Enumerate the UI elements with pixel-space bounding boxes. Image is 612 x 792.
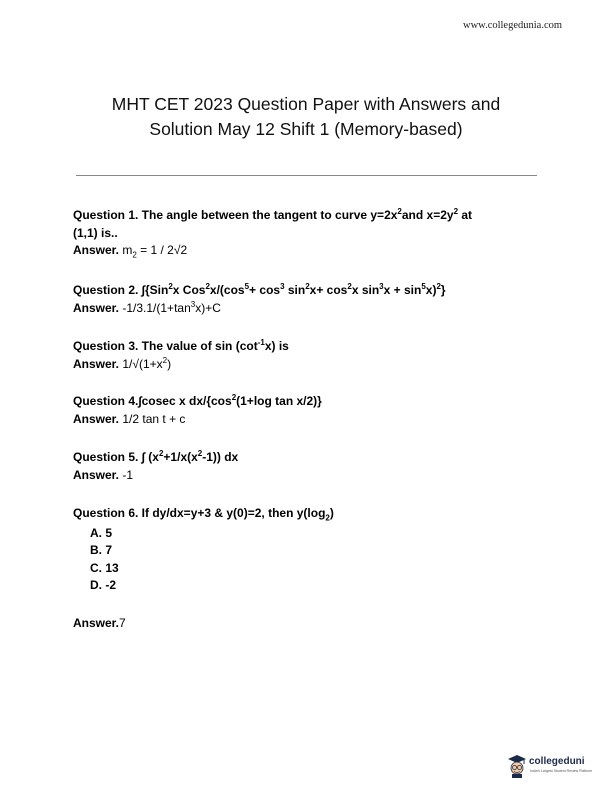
option-d: D. -2 [90, 578, 117, 592]
question-1: Question 1. The angle between the tangent to curve $y=2x^2and$ $x=2y^2$ at (1,1) is.. Answer. $m_2 = 1 / 2√2$ [73, 207, 473, 260]
answer-5: Answer. -1 [73, 467, 134, 482]
answer-1: Answer. $m_2 = 1 / 2√2$ [73, 243, 188, 260]
collegedunia-logo[interactable] [508, 754, 608, 784]
divider [76, 175, 537, 176]
title-line-2: Solution May 12 Shift 1 (Memory-based) [149, 119, 463, 139]
question-3: Question 3. The value of $\sin (\cot^{-1}x)$ is Answer. $1/√(1+x^2)$ [73, 338, 289, 373]
question-6: Question 6. If dy/dx=y+3 & y(0)=2, then $y(\log_2)$ [73, 506, 334, 523]
option-b: B. 7 [90, 543, 113, 557]
question-4: Question 4.∫cosec x $dx/\{\cos^2(1+\log$ tan x/2)} Answer. 1/2 tan t + c [73, 393, 322, 428]
title-line-1: MHT CET 2023 Question Paper with Answers and [111, 94, 501, 114]
answer-3: Answer. $1/√(1+x^2)$ [73, 355, 172, 371]
answer-4: Answer. 1/2 tan t + c [73, 411, 186, 426]
page-title [0, 92, 612, 142]
logo-tagline: India's Largest Student Review Platform [530, 769, 593, 773]
question-5: Question 5. ∫ $(x^2+1/x(x^2-1))$ dx Answer. -1 [73, 449, 238, 484]
logo-wordmark: collegeduni [529, 756, 585, 767]
option-a: A. 5 [90, 526, 113, 540]
question-2: Question 2. ∫{Sin$^2$x $Cos^2x/(\cos^5+ \cos^3 \sin^2x+ \cos^2x$ $\sin^3x + \sin^5x)^2$} Answer. $-1/3.1/(1+\tan^3x)+C$ [73, 282, 446, 317]
header-url[interactable]: www.collegedunia.com [463, 20, 563, 31]
answer-6: Answer.7 [73, 616, 126, 630]
answer-2: Answer. $-1/3.1/(1+\tan^3x)+C$ [73, 299, 221, 315]
mascot-icon [508, 754, 526, 778]
question-label: Question 1. [73, 208, 139, 222]
option-c: C. 13 [90, 561, 119, 575]
